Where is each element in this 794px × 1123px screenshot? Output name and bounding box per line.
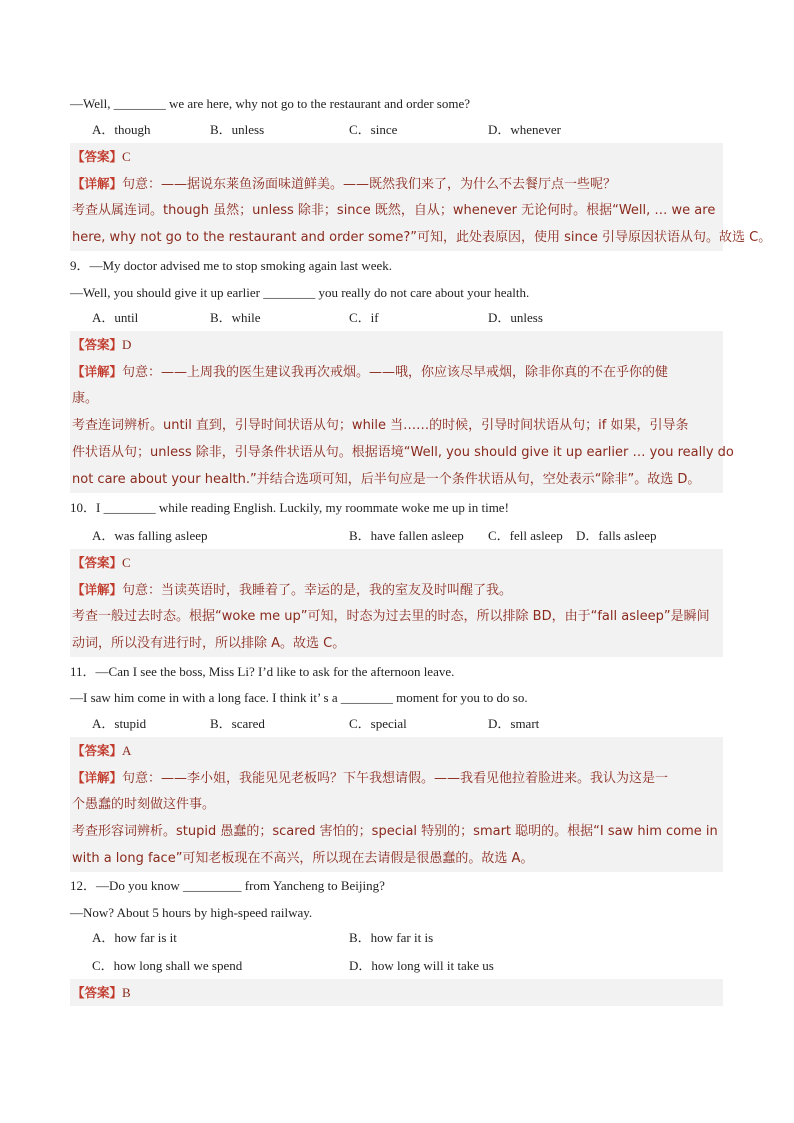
q11-option-d: D．smart [488, 716, 540, 731]
detail-tag: 【详解】 [72, 176, 123, 191]
q8-answer-block [70, 143, 772, 251]
detail-tag: 【详解】 [72, 582, 123, 597]
q8-option-a: A．though [92, 122, 151, 137]
q11-detail-line-3: 考查形容词辨析。stupid 愚蠢的；scared 害怕的；special 特别的；smart 聪明的。根据“I saw him come in [72, 824, 718, 839]
q12-option-c: C．how long shall we spend [92, 958, 243, 973]
q12-stem-line-1: 12．—Do you know _________ from Yancheng to Beijing? [70, 878, 385, 893]
q8-option-b: B．unless [210, 122, 265, 137]
q12-option-a: A．how far is it [92, 930, 177, 945]
q9-option-a: A．until [92, 310, 139, 325]
q10-answer: C [122, 555, 131, 570]
q9-option-b: B．while [210, 310, 261, 325]
q10-answer-block [70, 549, 723, 657]
q9-option-c: C．if [349, 310, 379, 325]
q9-detail-line-1: 句意：——上周我的医生建议我再次戒烟。——哦，你应该尽早戒烟，除非你真的不在乎你的健 [122, 365, 669, 380]
q9-detail-line-4: 件状语从句；unless 除非，引导条件状语从句。根据语境“Well, you should give it up earlier … you really do [72, 445, 734, 460]
q12-option-b: B．how far it is [349, 930, 434, 945]
q12-answer: B [122, 985, 131, 1000]
q10-option-c: C．fell asleep [488, 528, 563, 543]
q9-option-d: D．unless [488, 310, 543, 325]
answer-tag: 【答案】 [72, 743, 123, 758]
q10-detail-line-3: 动词，所以没有进行时，所以排除 A。故选 C。 [72, 636, 346, 651]
q8-detail-line-1: 句意：——据说东莱鱼汤面味道鲜美。——既然我们来了，为什么不去餐厅点一些呢？ [122, 177, 617, 192]
q11-option-b: B．scared [210, 716, 265, 731]
q10-option-a: A．was falling asleep [92, 528, 208, 543]
q10-detail-line-2: 考查一般过去时态。根据“woke me up”可知，时态为过去里的时态，所以排除 BD，由于“fall asleep”是瞬间 [72, 609, 710, 624]
q11-detail-line-4: with a long face”可知老板现在不高兴，所以现在去请假是很愚蠢的。故选 A。 [72, 851, 534, 866]
q11-detail-line-1: 句意：——李小姐，我能见见老板吗？下午我想请假。——我看见他拉着脸进来。我认为这是一 [122, 771, 669, 786]
q9-answer: D [122, 337, 132, 352]
q11-detail-line-2: 个愚蠢的时刻做这件事。 [72, 797, 216, 812]
answer-tag: 【答案】 [72, 985, 123, 1000]
q8-detail-line-2: 考查从属连词。though 虽然；unless 除非；since 既然，自从；whenever 无论何时。根据“Well, … we are [72, 203, 716, 218]
q9-stem-line-1: 9．—My doctor advised me to stop smoking again last week. [70, 258, 393, 273]
q11-stem-line-1: 11．—Can I see the boss, Miss Li? I’d like to ask for the afternoon leave. [70, 664, 455, 679]
q9-detail-line-3: 考查连词辨析。until 直到，引导时间状语从句；while 当……的时候，引导时间状语从句；if 如果，引导条 [72, 418, 689, 433]
detail-tag: 【详解】 [72, 364, 123, 379]
q12-stem-line-2: —Now? About 5 hours by high-speed railway. [70, 905, 313, 920]
q8-answer: C [122, 149, 131, 164]
answer-tag: 【答案】 [72, 149, 123, 164]
q8-detail-line-3: here, why not go to the restaurant and order some?”可知，此处表原因，使用 since 引导原因状语从句。故选 C。 [72, 230, 772, 245]
q12-option-d: D．how long will it take us [349, 958, 494, 973]
q9-stem-line-2: —Well, you should give it up earlier ________ you really do not care about your health. [70, 285, 530, 300]
q12-answer-block [70, 979, 723, 1006]
q10-option-d: D．falls asleep [576, 528, 657, 543]
answer-tag: 【答案】 [72, 337, 123, 352]
q10-option-b: B．have fallen asleep [349, 528, 464, 543]
q10-stem-line-1: 10．I ________ while reading English. Luckily, my roommate woke me up in time! [70, 500, 509, 515]
q11-answer: A [122, 743, 132, 758]
q9-detail-line-2: 康。 [72, 391, 99, 406]
q8-option-c: C．since [349, 122, 398, 137]
q10-detail-line-1: 句意：当读英语时，我睡着了。幸运的是，我的室友及时叫醒了我。 [122, 583, 513, 598]
q11-option-a: A．stupid [92, 716, 147, 731]
q11-option-c: C．special [349, 716, 407, 731]
q8-option-d: D．whenever [488, 122, 561, 137]
answer-tag: 【答案】 [72, 555, 123, 570]
q8-stem-line-2: —Well, ________ we are here, why not go to the restaurant and order some? [70, 96, 471, 111]
q11-answer-block [70, 737, 723, 872]
q11-stem-line-2: —I saw him come in with a long face. I think it’ s a ________ moment for you to do so. [70, 690, 528, 705]
q9-answer-block [70, 331, 734, 493]
q9-detail-line-5: not care about your health.”并结合选项可知，后半句应是一个条件状语从句，空处表示“除非”。故选 D。 [72, 472, 701, 487]
detail-tag: 【详解】 [72, 770, 123, 785]
